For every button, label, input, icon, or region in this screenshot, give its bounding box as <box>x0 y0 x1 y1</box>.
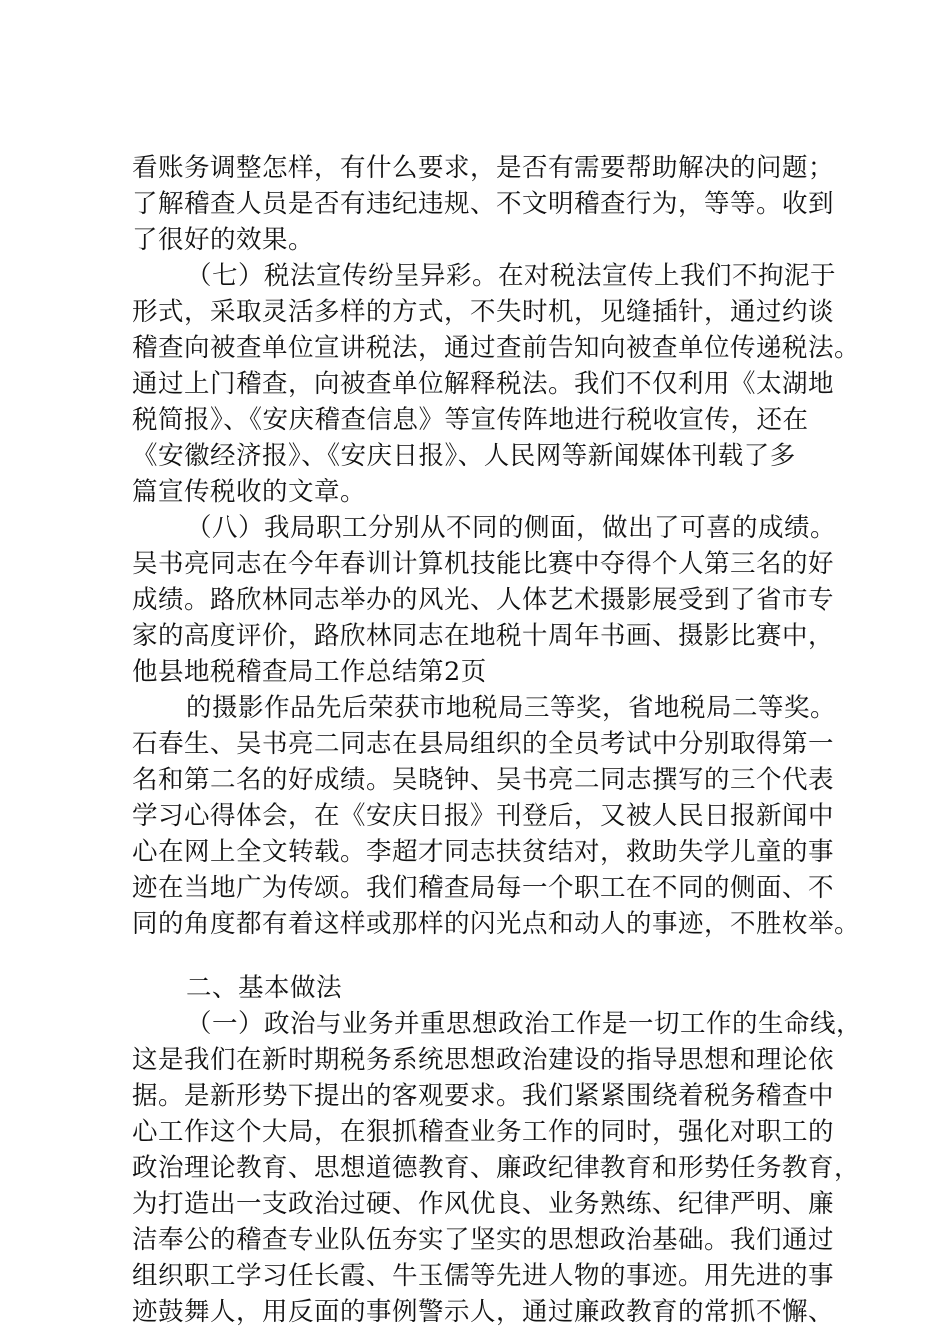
body-text-line: 石春生、吴书亮二同志在县局组织的全员考试中分别取得第一 <box>132 729 835 759</box>
body-text-line: 学习心得体会，在《安庆日报》刊登后，又被人民日报新闻中 <box>132 801 835 831</box>
inline-page-marker: 他县地税稽查局工作总结第2页 <box>132 657 487 687</box>
body-text-line: 为打造出一支政治过硬、作风优良、业务熟练、纪律严明、廉 <box>132 1189 835 1219</box>
body-text-line: 《安徽经济报》、《安庆日报》、人民网等新闻媒体刊载了多 <box>132 441 796 471</box>
body-text-line: 篇宣传税收的文章。 <box>132 477 367 507</box>
body-text-line: 了解稽查人员是否有违纪违规、不文明稽查行为，等等。收到 <box>132 189 835 219</box>
body-text-line: 税简报》、《安庆稽查信息》等宣传阵地进行税收宣传，还在 <box>132 405 809 435</box>
body-text-line: 心工作这个大局，在狠抓稽查业务工作的同时，强化对职工的 <box>132 1117 835 1147</box>
body-text-line: 吴书亮同志在今年春训计算机技能比赛中夺得个人第三名的好 <box>132 549 835 579</box>
section-heading-eight: （八）我局职工分别从不同的侧面，做出了可喜的成绩。 <box>186 513 837 543</box>
body-text-line: 通过上门稽查，向被查单位解释税法。我们不仅利用《太湖地 <box>132 369 835 399</box>
section-heading-seven: （七）税法宣传纷呈异彩。在对税法宣传上我们不拘泥于 <box>186 261 837 291</box>
body-text-line: 看账务调整怎样，有什么要求，是否有需要帮助解决的问题； <box>132 153 835 183</box>
body-text-line: 稽查向被查单位宣讲税法，通过查前告知向被查单位传递税法。 <box>132 333 861 363</box>
body-text-line: 形式，采取灵活多样的方式，不失时机，见缝插针，通过约谈 <box>132 297 835 327</box>
body-text-line: 迹在当地广为传颂。我们稽查局每一个职工在不同的侧面、不 <box>132 873 835 903</box>
body-text-line: 了很好的效果。 <box>132 225 315 255</box>
body-text-line: 这是我们在新时期税务系统思想政治建设的指导思想和理论依 <box>132 1045 835 1075</box>
body-text-line: 名和第二名的好成绩。吴晓钟、吴书亮二同志撰写的三个代表 <box>132 765 835 795</box>
body-text-line: 迹鼓舞人，用反面的事例警示人，通过廉政教育的常抓不懈、 <box>132 1297 835 1327</box>
body-text-line: 组织职工学习任长霞、牛玉儒等先进人物的事迹。用先进的事 <box>132 1261 835 1291</box>
section-heading-one: （一）政治与业务并重思想政治工作是一切工作的生命线， <box>186 1009 863 1039</box>
body-text-line: 成绩。路欣林同志举办的风光、人体艺术摄影展受到了省市专 <box>132 585 835 615</box>
body-text-line: 家的高度评价，路欣林同志在地税十周年书画、摄影比赛中， <box>132 621 835 651</box>
section-heading-basic-practices: 二、基本做法 <box>186 973 343 1003</box>
body-text-line: 政治理论教育、思想道德教育、廉政纪律教育和形势任务教育， <box>132 1153 861 1183</box>
body-text-line: 的摄影作品先后荣获市地税局三等奖，省地税局二等奖。 <box>186 693 837 723</box>
body-text-line: 洁奉公的稽查专业队伍夯实了坚实的思想政治基础。我们通过 <box>132 1225 835 1255</box>
body-text-line: 据。是新形势下提出的客观要求。我们紧紧围绕着税务稽查中 <box>132 1081 835 1111</box>
body-text-line: 心在网上全文转载。李超才同志扶贫结对，救助失学儿童的事 <box>132 837 835 867</box>
body-text-line: 同的角度都有着这样或那样的闪光点和动人的事迹，不胜枚举。 <box>132 909 861 939</box>
